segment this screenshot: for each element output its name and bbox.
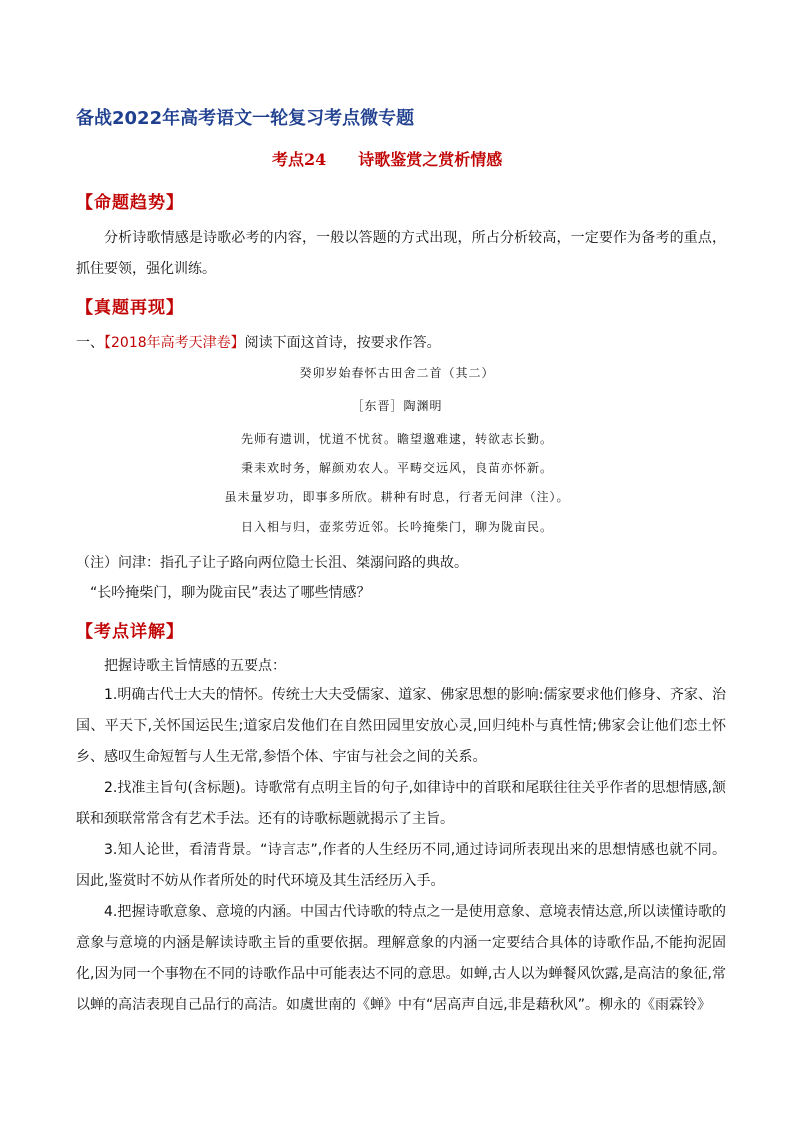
- question-prefix: 一、: [76, 335, 104, 351]
- document-title: 备战2022年高考语文一轮复习考点微专题: [76, 108, 415, 129]
- poem-author: ［东晋］陶渊明: [351, 399, 443, 413]
- topic-number: 考点24: [272, 150, 327, 169]
- question-source: 【2018年高考天津卷】: [104, 335, 245, 351]
- trend-paragraph: 分析诗歌情感是诗歌必考的内容，一般以答题的方式出现，所占分析较高，一定要作为备考的重点，抓住要领，强化训练。: [76, 230, 726, 277]
- detail-point-4: 4.把握诗歌意象、意境的内涵。中国古代诗歌的特点之一是使用意象、意境表情达意,所以读懂诗歌的意象与意境的内涵是解读诗歌主旨的重要依据。理解意象的内涵一定要结合具体的诗歌作品,不能拘泥固化,因为同一个事物在不同的诗歌作品中可能表达不同的意思。如蝉,古人以为蝉餐风饮露,是高洁的象征,常以蝉的高洁表现自己品行的高洁。如虞世南的《蝉》中有“居高声自远,非是藉秋风”。柳永的《雨霖铃》: [76, 904, 726, 1013]
- topic-name: 诗歌鉴赏之赏析情感: [358, 150, 503, 169]
- section-heading-real: 【真题再现】: [76, 298, 184, 318]
- poem-title: 癸卯岁始春怀古田舍二首（其二）: [299, 366, 495, 380]
- section-heading-trend: 【命题趋势】: [76, 193, 184, 213]
- poem-line: 虽未量岁功，即事多所欣。耕种有时息，行者无问津（注）。: [224, 490, 570, 504]
- question-instruction: 阅读下面这首诗，按要求作答。: [244, 335, 441, 351]
- detail-point-1: 1.明确古代士大夫的情怀。传统士大夫受儒家、道家、佛家思想的影响:儒家要求他们修身、齐家、治国、平天下,关怀国运民生;道家启发他们在自然田园里安放心灵,回归纯朴与真性情;佛家会让他们恋土怀乡、感叹生命短暂与人生无常,参悟个体、宇宙与社会之间的关系。: [76, 687, 726, 765]
- detail-point-3: 3.知人论世，看清背景。“诗言志”,作者的人生经历不同,通过诗词所表现出来的思想情感也就不同。因此,鉴赏时不妨从作者所处的时代环境及其生活经历入手。: [76, 842, 726, 889]
- section-heading-detail: 【考点详解】: [76, 622, 184, 642]
- poem-line: 秉耒欢时务，解颜劝农人。平畴交远风，良苗亦怀新。: [240, 461, 553, 475]
- poem-line: 先师有遗训，忧道不忧贫。瞻望邈难逮，转欲志长勤。: [240, 432, 553, 446]
- detail-point-2: 2.找准主旨句(含标题)。诗歌常有点明主旨的句子,如律诗中的首联和尾联往往关乎作者的思想情感,颔联和颈联常常含有艺术手法。还有的诗歌标题就揭示了主旨。: [76, 780, 726, 827]
- question-text: “长吟掩柴门，聊为陇亩民”表达了哪些情感？: [90, 585, 371, 601]
- topic-subtitle: [272, 147, 502, 170]
- poem-note: （注）问津：指孔子让子路向两位隐士长沮、桀溺问路的典故。: [76, 555, 468, 571]
- question-line: [76, 332, 441, 352]
- detail-intro: 把握诗歌主旨情感的五要点：: [104, 658, 286, 674]
- poem-line: 日入相与归，壶浆劳近邻。长吟掩柴门，聊为陇亩民。: [240, 520, 553, 534]
